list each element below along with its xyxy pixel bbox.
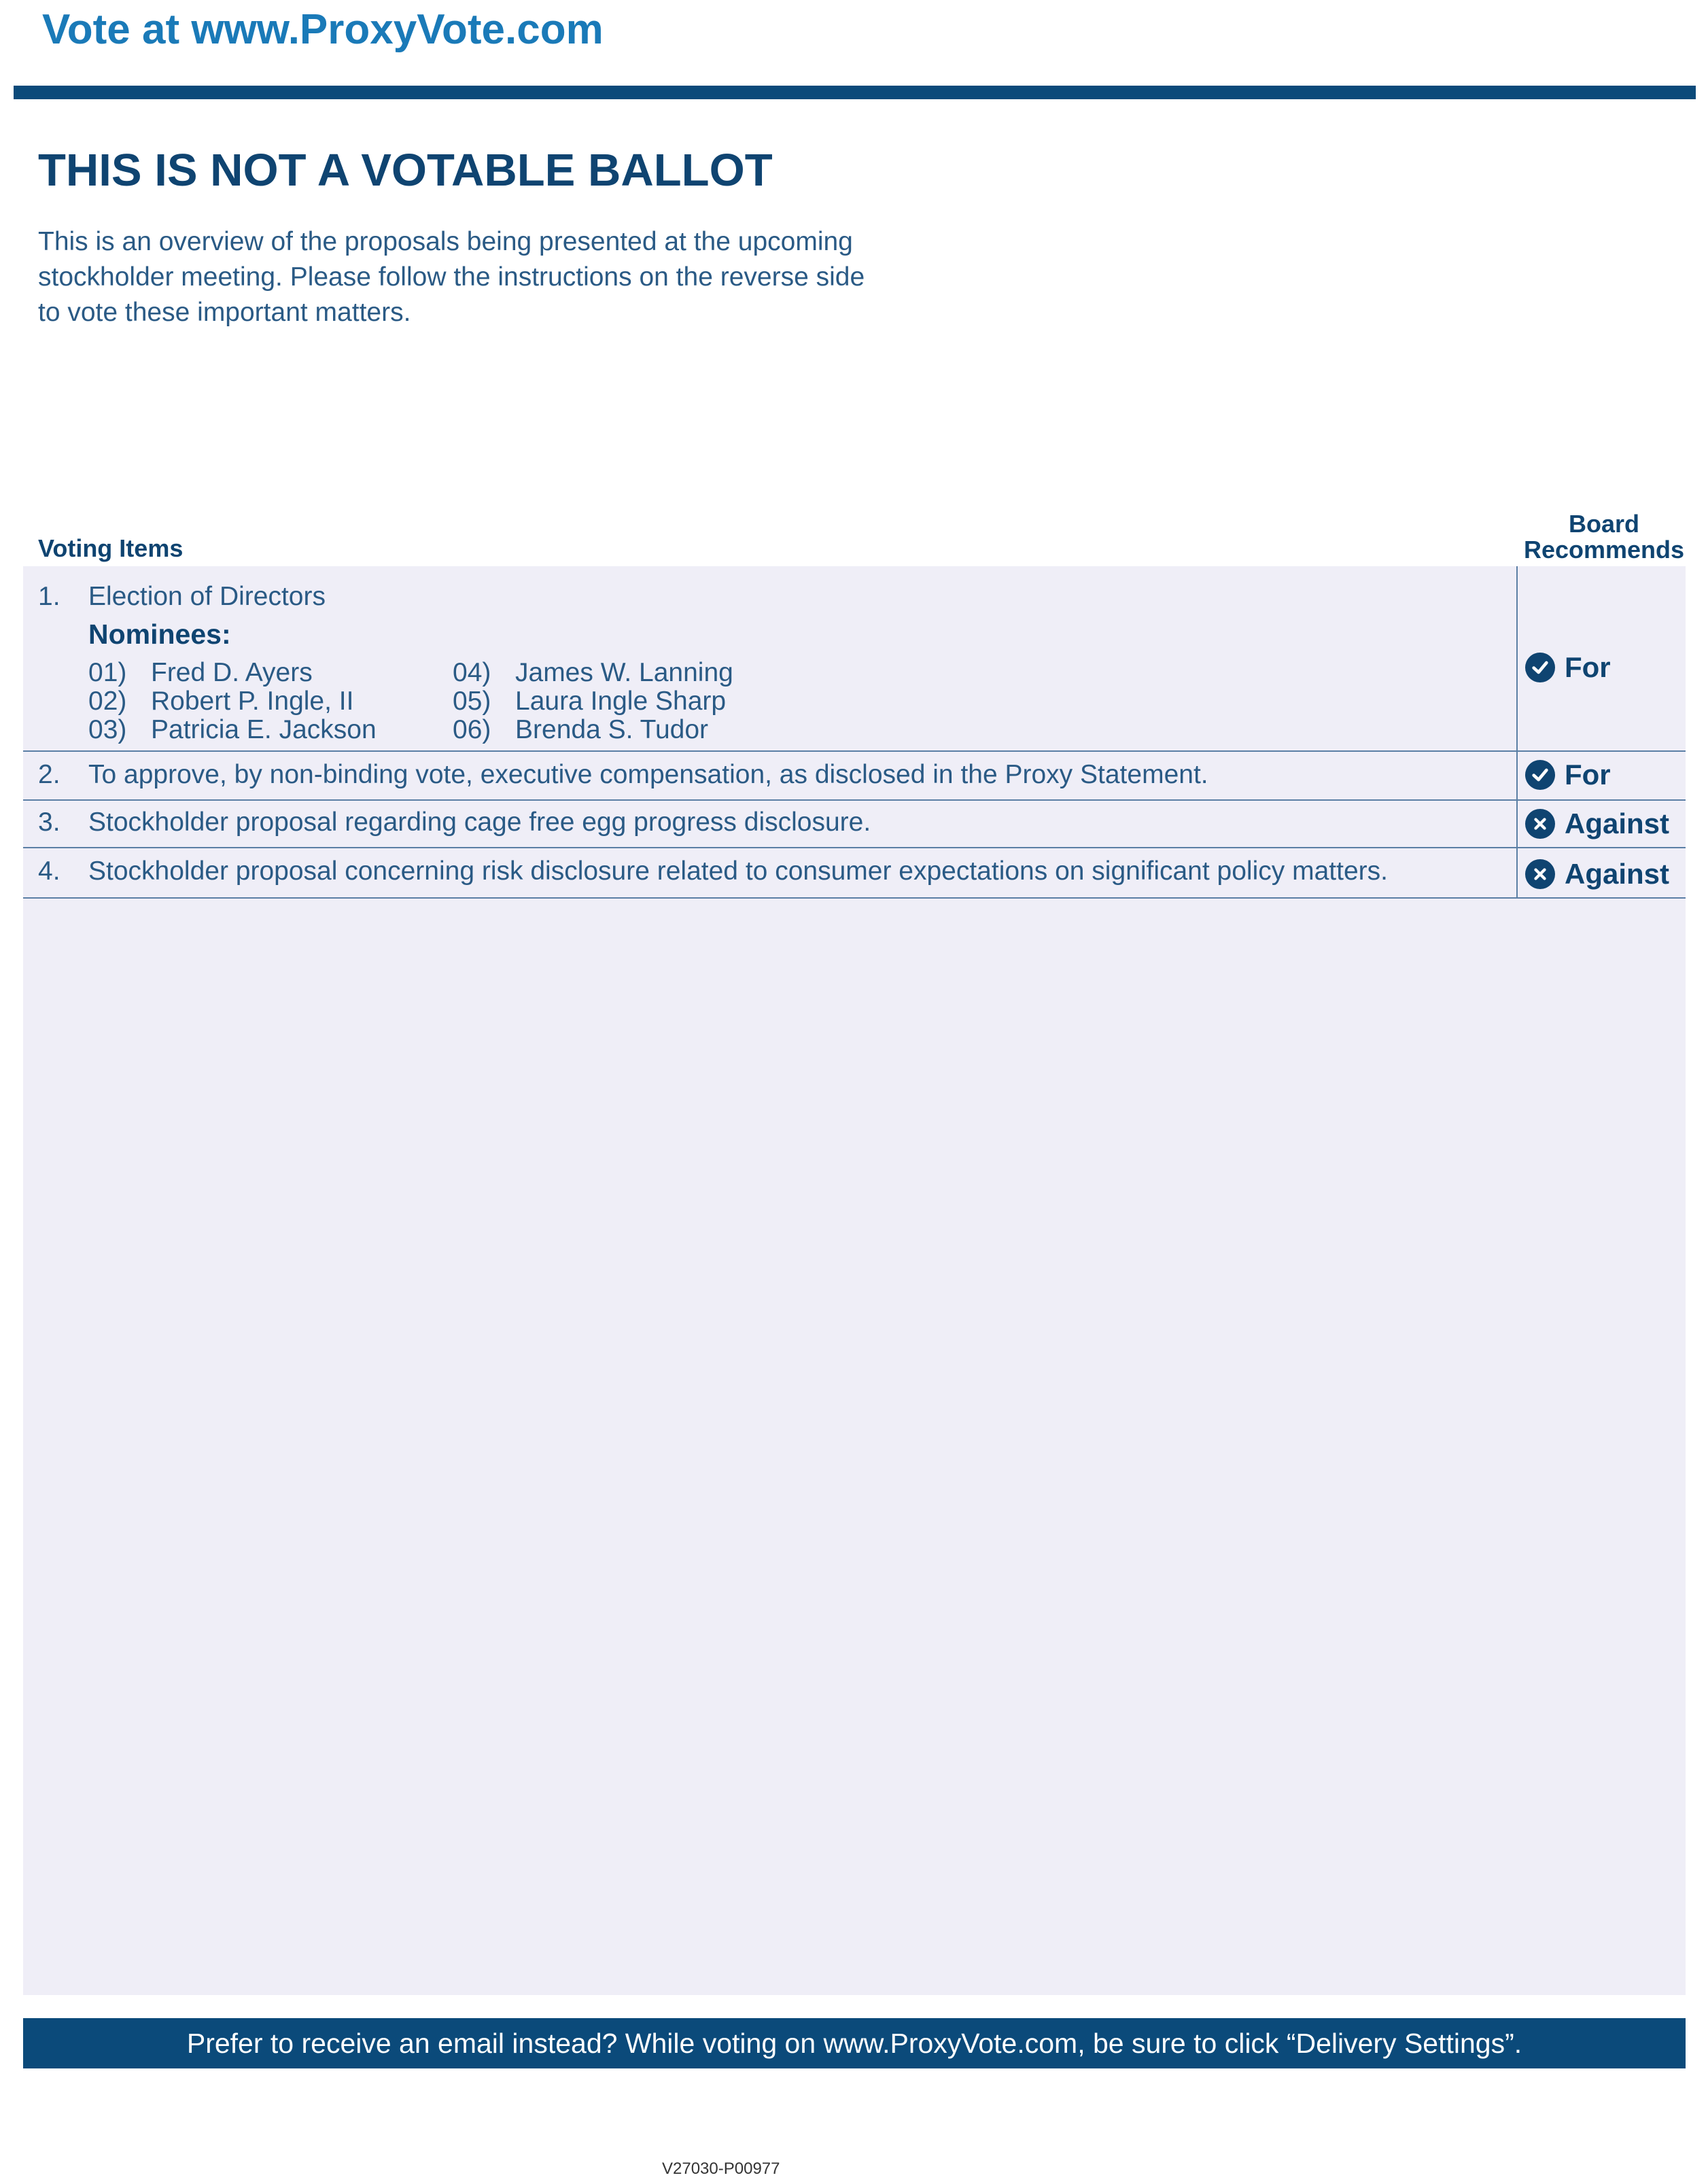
row-divider [23,750,1686,752]
recommendation-against [1525,808,1669,840]
nominee-number: 06) [453,715,491,744]
header-rule [14,86,1696,99]
board-recommends-header: Board Recommends [1523,510,1685,564]
nominee-number: 02) [88,687,127,716]
page-title: THIS IS NOT A VOTABLE BALLOT [38,145,773,196]
nominee [88,658,313,688]
nominee-number: 03) [88,715,127,744]
x-circle-icon [1525,809,1555,839]
recommendation-label: For [1565,651,1611,683]
recommendation-label: For [1565,759,1611,791]
nominee [453,658,733,688]
nominee-number: 01) [88,658,127,687]
check-circle-icon [1525,760,1555,790]
recommendation-against [1525,858,1669,890]
check-circle-icon [1525,653,1555,682]
nominee-name: Brenda S. Tudor [515,715,709,744]
x-circle-icon [1525,859,1555,889]
nominee [453,687,726,716]
recommendation-for [1525,759,1611,791]
proxyvote-link[interactable]: Vote at www.ProxyVote.com [42,6,604,53]
nominee-name: James W. Lanning [515,658,733,687]
nominee [88,715,377,745]
nominee-number: 04) [453,658,491,687]
recommendation-label: Against [1565,858,1670,890]
item-text-election: Election of Directors [88,582,326,611]
intro-text: This is an overview of the proposals being presented at the upcoming stockholder meeting. Please follow the instructions on the reverse side to vote these important matters. [38,227,865,327]
nominee-name: Fred D. Ayers [151,658,313,687]
item-text-cage-free: Stockholder proposal regarding cage free egg progress disclosure. [88,808,871,837]
nominee-number: 05) [453,687,491,716]
nominee-name: Patricia E. Jackson [151,715,377,744]
recommendation-label: Against [1565,808,1670,839]
voting-items-header: Voting Items [38,534,184,562]
row-divider [23,799,1686,801]
row-divider [23,897,1686,899]
item-number: 4. [38,856,60,886]
nominee-name: Robert P. Ingle, II [151,687,354,716]
nominee-name: Laura Ingle Sharp [515,687,727,716]
row-divider [23,847,1686,848]
item-number: 1. [38,582,60,611]
item-text-compensation: To approve, by non-binding vote, executive compensation, as disclosed in the Proxy Statement. [88,760,1208,789]
item-number: 3. [38,808,60,837]
item-text-risk-disclosure: Stockholder proposal concerning risk disclosure related to consumer expectations on significant policy matters. [88,856,1388,886]
delivery-settings-banner: Prefer to receive an email instead? While voting on www.ProxyVote.com, be sure to click “Delivery Settings”. [23,2018,1686,2068]
nominee [453,715,708,745]
item-number: 2. [38,760,60,789]
document-code: V27030-P00977 [662,2160,780,2178]
nominees-label: Nominees: [88,619,231,650]
recommendation-for [1525,651,1611,684]
nominee [88,687,353,716]
